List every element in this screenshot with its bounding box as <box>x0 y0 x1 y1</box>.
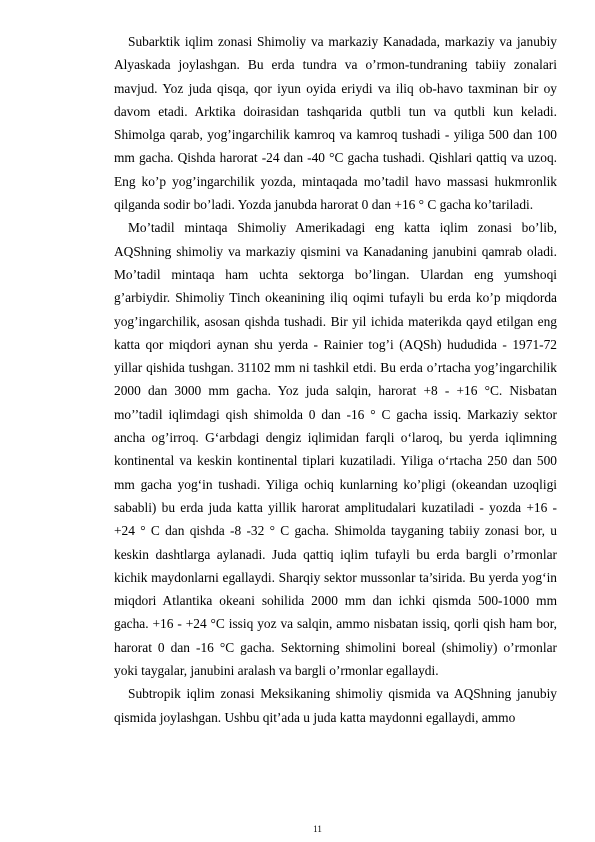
page-number: 11 <box>313 824 322 834</box>
body-text <box>114 30 557 729</box>
paragraph-subarctic: Subarktik iqlim zonasi Shimoliy va markaziy Kanadada, markaziy va janubiy Alyaskada joylashgan. Bu erda tundra va o’rmon-tundraning tabiiy zonalari mavjud. Yoz juda qisqa, qor iyun oyida eriydi va iliq ob-havo taxminan bir oy davom etadi. Arktika doirasidan tashqarida qutbli tun va qutbli kun keladi. Shimolga qarab, yog’ingarchilik kamroq va kamroq tushadi - yiliga 500 dan 100 mm gacha. Qishda harorat -24 dan -40 °C gacha tushadi. Qishlari qattiq va uzoq. Eng ko’p yog’ingarchilik yozda, mintaqada mo’tadil havo massasi hukmronlik qilganda sodir bo’ladi. Yozda janubda harorat 0 dan +16 ° C gacha ko’tariladi. <box>114 34 557 213</box>
paragraph-temperate: Mo’tadil mintaqa Shimoliy Amerikadagi eng katta iqlim zonasi bo’lib, AQShning shimoliy va markaziy qismini va Kanadaning janubini qamrab oladi. Mo’tadil mintaqa ham uchta sektorga bo’lingan. Ulardan eng yumshoqi g’arbiydir. Shimoliy Tinch okeanining iliq oqimi tufayli bu erda ko’p miqdorda yog’ingarchilik, asosan qishda tushadi. Bir yil ichida materikda qayd etilgan eng katta qor miqdori aynan shu yerda - Rainier tog’i (AQSh) hududida - 1971-72 yillar qishida tushgan. 31102 mm ni tashkil etdi. Bu erda o’rtacha yog’ingarchilik 2000 dan 3000 mm gacha. Yoz juda salqin, harorat +8 - +16 °C. Nisbatan mo’’tadil iqlimdagi qish shimolda 0 dan -16 ° C gacha issiq. Markaziy sektor ancha og’irroq. G‘arbdagi dengiz iqlimidan farqli o‘laroq, bu yerda iqlimning kontinental va keskin kontinental tiplari kuzatiladi. Yiliga o‘rtacha 250 dan 500 mm gacha yog‘in tushadi. Yiliga ochiq kunlarning ko’pligi (okeandan uzoqligi sababli) bu erda juda katta yillik harorat amplitudalari kuzatiladi - yozda +16 - +24 ° C dan qishda -8 -32 ° C gacha. Shimolda tayganing tabiiy zonasi bor, u keskin dashtlarga aylanadi. Juda qattiq iqlim tufayli bu erda bargli o’rmonlar kichik maydonlarni egallaydi. Sharqiy sektor mussonlar ta’sirida. Bu yerda yog‘in miqdori Atlantika okeani sohilida 2000 mm dan ichki qismda 500-1000 mm gacha. +16 - +24 °C issiq yoz va salqin, ammo nisbatan issiq, qorli qish ham bor, harorat 0 dan -16 °C gacha. Sektorning shimolini boreal (shimoliy) o’rmonlar yoki taygalar, janubini aralash va bargli o’rmonlar egallaydi. <box>114 220 557 679</box>
paragraph-subtropical: Subtropik iqlim zonasi Meksikaning shimoliy qismida va AQShning janubiy qismida joylashgan. Ushbu qit’ada u juda katta maydonni egallaydi, ammo <box>114 686 557 725</box>
